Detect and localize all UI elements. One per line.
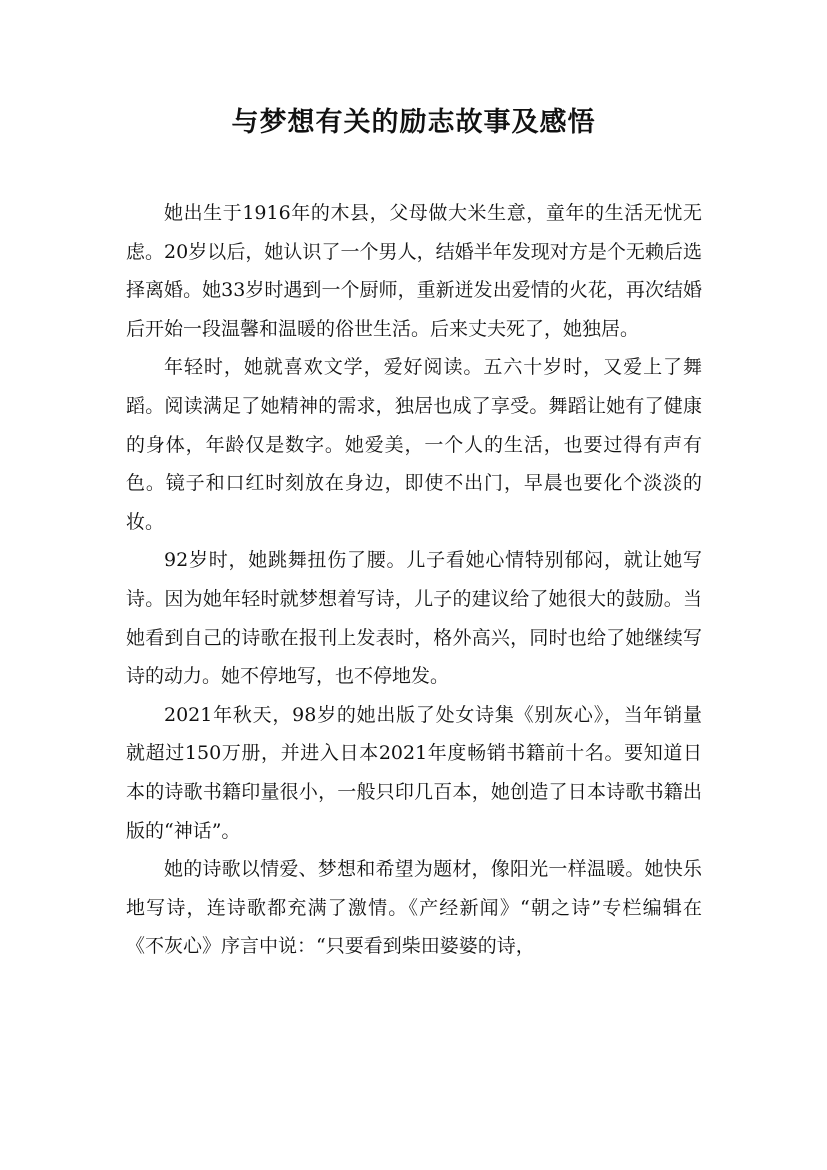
paragraph-3: 92岁时，她跳舞扭伤了腰。儿子看她心情特别郁闷，就让她写诗。因为她年轻时就梦想着写诗，儿子的建议给了她很大的鼓励。当她看到自己的诗歌在报刊上发表时，格外高兴，同时也给了她继续写诗的动力。她不停地写，也不停地发。 [126, 549, 702, 688]
paragraph-4: 2021年秋天，98岁的她出版了处女诗集《别灰心》，当年销量就超过150万册，并进入日本2021年度畅销书籍前十名。要知道日本的诗歌书籍印量很小，一般只印几百本，她创造了日本诗歌书籍出版的“神话”。 [126, 703, 702, 842]
paragraph-1: 她出生于1916年的木县，父母做大米生意，童年的生活无忧无虑。20岁以后，她认识了一个男人，结婚半年发现对方是个无赖后选择离婚。她33岁时遇到一个厨师，重新迸发出爱情的火花，再次结婚后开始一段温馨和温暖的俗世生活。后来丈夫死了，她独居。 [126, 202, 702, 340]
paragraph-5: 她的诗歌以情爱、梦想和希望为题材，像阳光一样温暖。她快乐地写诗，连诗歌都充满了激情。《产经新闻》“朝之诗”专栏编辑在《不灰心》序言中说：“只要看到柴田婆婆的诗， [126, 858, 702, 958]
document-title: 与梦想有关的励志故事及感悟 [231, 107, 596, 138]
document-body [126, 194, 702, 966]
paragraph-2: 年轻时，她就喜欢文学，爱好阅读。五六十岁时，又爱上了舞蹈。阅读满足了她精神的需求，独居也成了享受。舞蹈让她有了健康的身体，年龄仅是数字。她爱美，一个人的生活，也要过得有声有色。镜子和口红时刻放在身边，即使不出门，早晨也要化个淡淡的妆。 [126, 356, 702, 533]
